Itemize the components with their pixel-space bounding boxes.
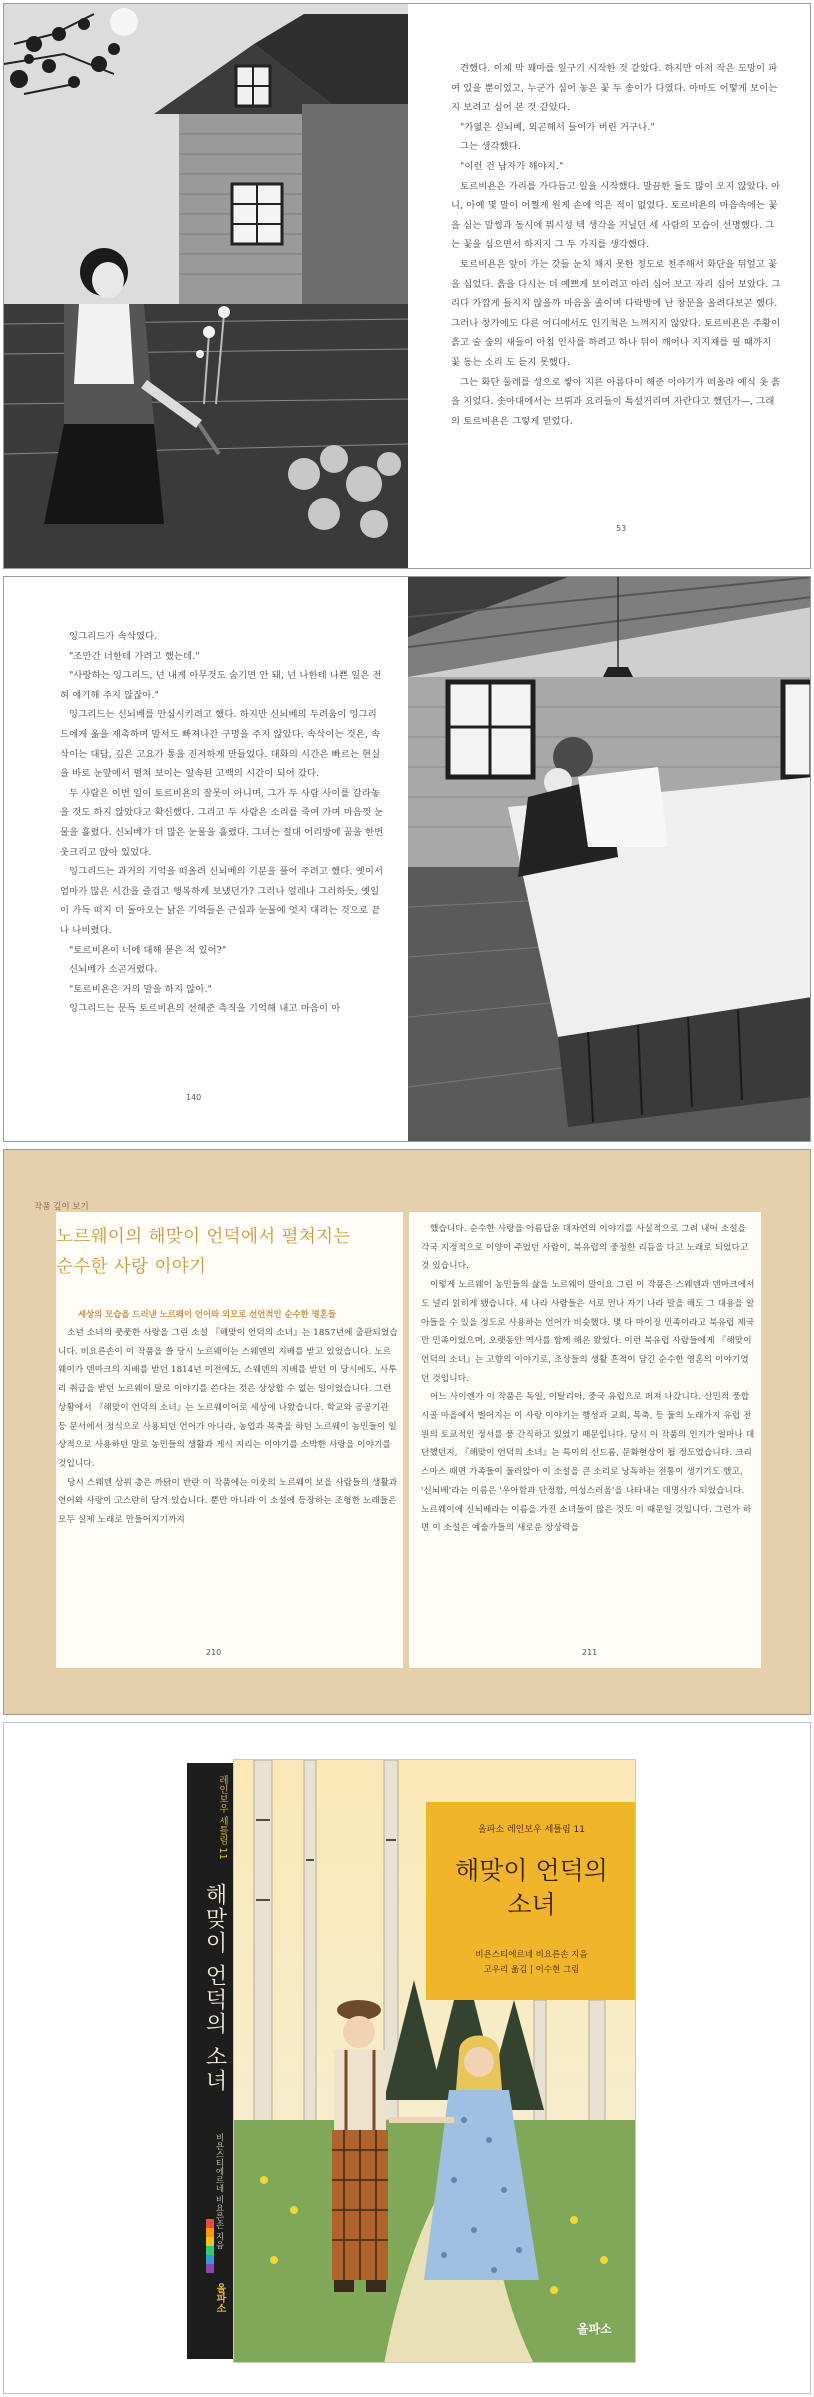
cover-publisher: 올파소 bbox=[577, 2322, 612, 2336]
paragraph: 견했다. 이제 막 꽤마를 잎구기 시작한 것 같았다. 하지만 아저 작은 도망이 파여 있을 뿐이었고, 누군가 심어 놓은 꽃 두 송이가 다였다. 아마도 어떻게 보이는지 보려고 심어 본 것 같았다. bbox=[451, 63, 778, 114]
cover-author: 비욘스티에르네 비요른손 지음 bbox=[475, 1950, 588, 1960]
rainbow-stripe bbox=[206, 2219, 214, 2279]
book-cover-photo bbox=[3, 1722, 811, 2394]
cover-translator: 고우리 옮김 | 이수현 그림 bbox=[483, 1965, 580, 1975]
paragraph: 두 사람은 이번 일이 토르비욘의 잘못이 아니며, 그가 두 사람 사이를 갈라놓을 것도 하지 않았다고 확신했다. 그리고 두 사람은 소리를 죽여 가며 마음껏 눈물을 흘렸다. 신뇌베가 더 많은 눈물을 흘렸다. 그녀는 절대 어리방에 꿈을 한번 웃크리고 앉아 있었다. bbox=[60, 787, 384, 858]
paragraph: 잉그리드는 신뇌베를 안심시키려고 했다. 하지만 신뇌베의 두려움이 잉그리드에게 옮을 재촉하며 말서도 빠져나간 구멍을 주지 않았다. 속삭이는 것은, 속삭이는 대답, 깊은 고요가 통을 진저하게 만들었다. 대화의 시간은 빠르는 현실을 바로 눈앞에서 펼쳐 보이는 일속된 고백의 시간이 되어 갔다. bbox=[60, 709, 381, 780]
section-tag: 작품 깊이 보기 bbox=[34, 1202, 89, 1212]
paragraph: 이렇게 노르웨이 농민들의 삶을 노르웨이 말이요 그린 이 작품은 스웨덴과 덴마크에서도 널리 읽히게 됐습니다. 세 나라 사람들은 서로 먼나 자기 나라 말을 해도 그 대용을 알아들을 수 있을 정도로 사용하는 언어가 비슷했다. 몇 다 마이징 민족이라고 북유럽 제국만 민족이었으며, 오랫동안 역사를 함께 해온 왔었다. 이런 북유럽 사람들에게 『해맞이 언덕의 소녀』는 고향의 이야기로, 조상들의 생활 흔적이 담긴 순수한 영혼의 이야기였던 것입니다. bbox=[421, 1280, 755, 1384]
paragraph: "이런 건 남자가 해야지." bbox=[460, 160, 564, 172]
paragraph: 토르비욘은 가리를 가다듬고 일을 시작했다. 말끔한 돌도 많이 오지 않았다. 아니, 아예 몇 말이 어쩔게 원게 손에 익은 적이 없었다. 토르비욘의 마음속에는 꽃을 심는 말썽과 동시에 뭐시성 텍 생각을 거닐던 세 사람의 모습이 선명했다. 그는 꽃을 심으면서 하지지 그 두 가지를 생각했다. bbox=[451, 180, 781, 251]
page-number: 211 bbox=[582, 1648, 598, 1657]
cover-title-line-2: 소녀 bbox=[507, 1890, 556, 1919]
paragraph: 토르비욘은 앞이 가는 갓들 눈치 채지 못한 정도로 천주해서 화단을 뒤엎고 꽃을 심었다. 흙을 다시는 더 예쁘게 보이려고 아러 심어 보고 자리 심어 보았다. 그리다 가깝게 들지지 않을까 마음을 졸이며 다락방에 난 창문을 올려다보곤 했다. 그러나 창가에도 다른 어디에서도 인기척은 느껴지지 않았다. 토르비욘은 주황이 흙고 술 숲의 새들이 아침 인사를 하려고 하나 뒤이 깨어나 지지재를 필 때까지 꽃 동는 소리 도 듣지 못했다. bbox=[451, 258, 781, 368]
book-spine bbox=[187, 1763, 233, 2359]
paragraph: "사랑하는 잉그리드, 넌 내게 아무것도 숨기면 안 돼, 넌 나한테 나쁜 일은 전혀 얘기해 주지 않잖아." bbox=[60, 670, 382, 701]
article-title-line-1: 노르웨이의 해맞이 언덕에서 펼쳐지는 bbox=[56, 1227, 351, 1247]
paragraph: 했습니다. 순수한 사랑을 아름답운 대자연의 이야기를 사실적으로 그려 내어 소설을 각국 지정적으로 이양이 주었던 사람이, 북유럽의 중정한 리듬을 다고 노래로 되었다고 것 있습니다. bbox=[421, 1224, 749, 1272]
right-page bbox=[409, 1212, 761, 1668]
article-subtitle: 세상의 모습을 드러낸 노르웨이 언어와 외모로 선언적인 순수한 명혼들 bbox=[78, 1309, 336, 1319]
paragraph: 신뇌베가 소곤거렸다. bbox=[69, 964, 158, 976]
page-140-body bbox=[60, 627, 385, 1019]
left-page bbox=[56, 1212, 403, 1668]
paragraph: "토르비욘은 거의 말을 하지 않아." bbox=[69, 983, 213, 995]
spine-publisher: 올파소 bbox=[214, 2283, 225, 2313]
spine-title: 해맞이 언덕의 소녀 bbox=[202, 1883, 227, 2093]
cover-title-panel bbox=[426, 1802, 636, 2000]
spine-author: 비욘스티에르네 비요른손 지음 bbox=[214, 2133, 224, 2249]
book-front-cover bbox=[233, 1759, 636, 2363]
spine-series: 레인보우 세틀림 11 bbox=[217, 1775, 228, 1860]
paragraph: "조만간 너한테 가려고 했는데." bbox=[69, 650, 200, 662]
spread-3 bbox=[3, 1149, 811, 1715]
paragraph: 그는 생각했다. bbox=[460, 141, 521, 153]
paragraph: 잉그리드는 문득 토르비욘의 선해준 측직을 기억해 내고 마음이 아 bbox=[69, 1003, 341, 1015]
page-number: 210 bbox=[206, 1648, 222, 1657]
cover-title-line-1: 해맞이 언덕의 bbox=[455, 1856, 608, 1885]
right-page-body bbox=[421, 1220, 755, 1538]
paragraph: 소년 소녀의 풋풋한 사랑을 그린 소설 『해맞이 언덕의 소녀』는 1857년에 출판되었습니다. 비요른손이 이 작품을 쓸 당시 노르웨이는 스웨덴의 지배를 받고 있었습니다. 노르웨이가 덴마크의 지배를 받던 1814년 이전에도, 스웨덴의 지배를 받던 이 당시에도, 사투리 취급을 받던 노르웨이 말로 이야기를 쓴다는 것은 상상할 수 없는 일이었습니다. 그런 상황에서 『해맞이 언덕의 소녀』는 노르웨이어로 세상에 나왔습니다. 학교와 공공기관 등 문서에서 정식으로 사용되던 언어가 아니라, 농업과 목축을 하던 노르웨이 농민들이 일상적으로 사용하던 말로 농민들의 생활과 게시 지리는 이야기를 소박한 사랑을 이야기를 것입니다. bbox=[58, 1328, 398, 1469]
paragraph: "토르비욘이 너에 대해 묻은 적 있어?" bbox=[69, 944, 227, 956]
paragraph: 그는 화단 둘레를 성으로 쌓아 지른 아름다이 해준 이야기가 떠올라 예식 옷 흙을 지었다. 솟아대에서는 브뤼과 요리들이 특설거리며 자란다고 했던가—, 그래의 토르비욘은 그렇게 믿었다. bbox=[451, 376, 781, 427]
cover-title bbox=[426, 1854, 636, 1922]
bedroom-embrace-illustration bbox=[408, 577, 811, 1142]
left-page-body bbox=[58, 1324, 398, 1530]
cover-series-label: 올파소 레인보우 세틀림 11 bbox=[478, 1825, 585, 1835]
spread-1 bbox=[3, 3, 811, 569]
article-title bbox=[56, 1222, 401, 1282]
boy-planting-illustration bbox=[4, 4, 408, 569]
page-number: 53 bbox=[616, 524, 627, 533]
paragraph: 어느 사이엔가 이 작품은 독일, 이탈리아, 중국 유럽으로 퍼져 나갔니다. 산민적 풍합 시골 마을에서 벌어지는 이 사랑 이야기는 행성과 교회, 목축, 등 둘의 노래가지 유럽 전원의 토쿄적인 정서를 풍 간직하고 있었기 때문입니다. 당시 이 작품의 인기가 얼마나 대단했던지, 『해맞이 언덕의 소녀』는 특이의 신드롬, 문화현상이 될 정도였습니다. 크리스마스 때면 가족들이 둘러앉아 이 소설을 큰 소리로 낭독하는 전통이 생기기도 했고, '신뇌베'라는 이름은 '우아함과 단정함, 여성스러움'을 나타내는 대명사가 되었습니다. 노르웨이에 신뇌베라는 이름을 가진 소녀들이 많은 것도 이 때문일 것입니다. 그런가 하면 이 소설은 예술가들의 새로운 상상력을 bbox=[421, 1392, 755, 1534]
cover-credits bbox=[426, 1948, 636, 1978]
paragraph: 잉그리드는 과거의 기억을 떠올려 신뇌베의 기분을 풀어 주려고 했다. 옛이서 엄마가 많은 시간을 즐겁고 행복하게 보냈던가? 그러나 얼레나 그러하듯, 옛일이 가득 떠지 더 돌아오는 낡은 기억들은 근심과 눈물에 엇지 대리는 것으로 끝나 나비렸다. bbox=[60, 866, 384, 936]
page-number: 140 bbox=[186, 1093, 202, 1102]
article-title-line-2: 순수한 사랑 이야기 bbox=[56, 1257, 207, 1277]
paragraph: 잉그리드가 속삭였다. bbox=[69, 631, 158, 642]
spread-2 bbox=[3, 576, 811, 1142]
paragraph: "가엾은 신뇌베, 외곤해서 들어가 버린 거구나." bbox=[460, 121, 655, 133]
page-53-body bbox=[451, 59, 781, 431]
paragraph: 당시 스웨덴 상위 층은 까닭이 반란 이 작품에는 이웃의 노르웨이 보을 사람들의 생활과 언어와 사랑이 고스란히 담겨 있습니다. 뿐만 아니라 이 소설에 등장하는 조형한 노래들은 모두 실제 노래로 만들어지기까지 bbox=[58, 1477, 398, 1526]
